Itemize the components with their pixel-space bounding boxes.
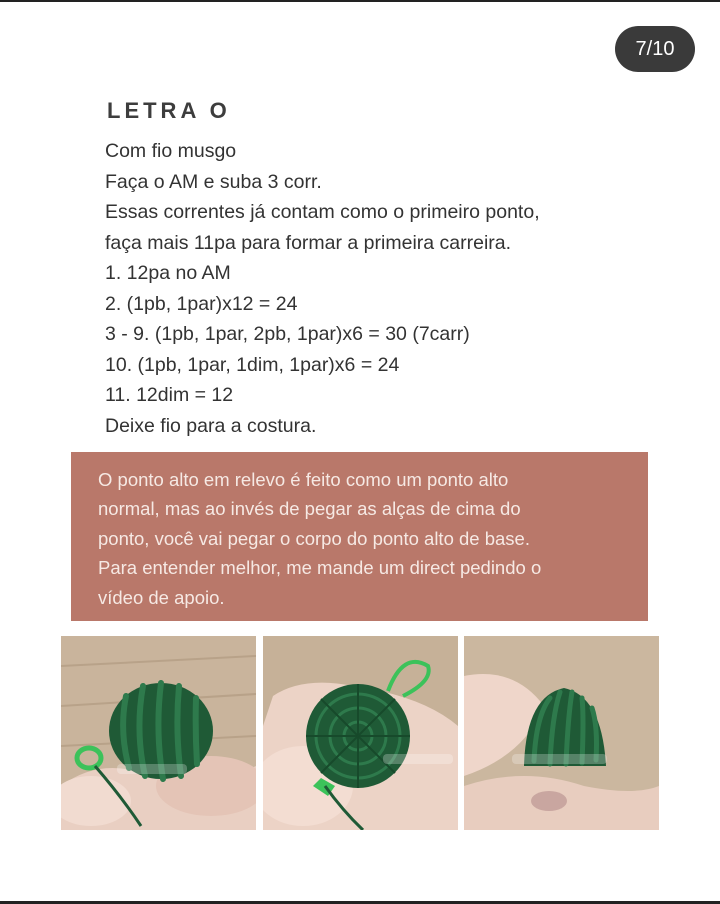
instruction-line: Essas correntes já contam como o primeiro ponto, [105, 201, 540, 223]
note-line: O ponto alto em relevo é feito como um ponto alto [98, 469, 509, 490]
instruction-line: 1. 12pa no AM [105, 262, 231, 284]
instruction-line: 2. (1pb, 1par)x12 = 24 [105, 292, 298, 315]
section-title: LETRA O [107, 98, 231, 123]
photo-dome-view [464, 636, 659, 830]
top-border [0, 0, 720, 2]
page-indicator: 7/10 [615, 26, 695, 72]
instruction-line: 3 - 9. (1pb, 1par, 2pb, 1par)x6 = 30 (7carr) [105, 323, 470, 345]
instruction-line: Com fio musgo [105, 140, 237, 162]
instruction-line: 10. (1pb, 1par, 1dim, 1par)x6 = 24 [105, 353, 400, 376]
instruction-line: Deixe fio para a costura. [105, 414, 317, 437]
instruction-line: 11. 12dim = 12 [105, 384, 234, 406]
photo-side-view [61, 636, 256, 830]
note-line: normal, mas ao invés de pegar as alças de cima do [98, 498, 521, 520]
photo-top-view [263, 636, 458, 830]
instruction-line: faça mais 11pa para formar a primeira carreira. [105, 231, 512, 254]
note-line: Para entender melhor, me mande um direct pedindo o [98, 557, 542, 579]
instruction-line: Faça o AM e suba 3 corr. [105, 170, 322, 193]
note-line: ponto, você vai pegar o corpo do ponto alto de base. [98, 527, 530, 549]
tip-note-box [71, 452, 648, 621]
note-line: vídeo de apoio. [98, 586, 225, 608]
pattern-instructions [105, 136, 665, 441]
